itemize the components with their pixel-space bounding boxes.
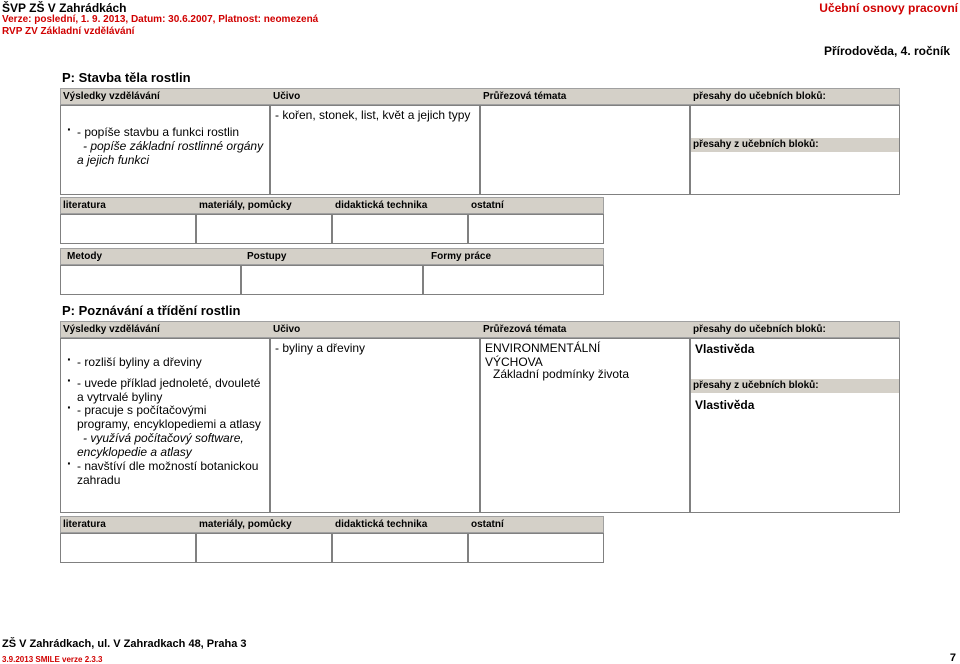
document-type: Učební osnovy pracovní bbox=[819, 1, 958, 15]
materialy-cell-2 bbox=[196, 533, 332, 563]
page-number: 7 bbox=[949, 652, 956, 664]
subject-grade: Přírodověda, 4. ročník bbox=[823, 44, 950, 58]
bullet-icon: · bbox=[67, 121, 72, 137]
ucivo-cell-1 bbox=[270, 105, 480, 195]
document-title: ŠVP ZŠ V Zahrádkách bbox=[2, 1, 127, 15]
literatura-cell-1 bbox=[60, 214, 196, 244]
presahy-do-value: Vlastivěda bbox=[695, 342, 755, 356]
ucivo-text: - kořen, stonek, list, květ a jejich typy bbox=[275, 108, 471, 122]
prurez-area: ENVIRONMENTÁLNÍ bbox=[485, 341, 601, 355]
rvp-info: RVP ZV Základní vzdělávání bbox=[2, 26, 135, 37]
bullet-icon: · bbox=[67, 351, 72, 367]
col-presahy-do: přesahy do učebních bloků: bbox=[693, 91, 826, 102]
ostatni-cell-1 bbox=[468, 214, 604, 244]
col-ucivo: Učivo bbox=[273, 91, 301, 102]
formy-cell bbox=[423, 265, 604, 295]
col-prurez: Průřezová témata bbox=[483, 91, 567, 102]
section-title-2: P: Poznávání a třídění rostlin bbox=[62, 303, 241, 318]
outcomes-cell-2 bbox=[60, 338, 270, 513]
resources-bar-2: literatura materiály, pomůcky didaktická technika ostatní bbox=[60, 516, 604, 533]
methods-bar: Metody Postupy Formy práce bbox=[60, 248, 604, 265]
metody-cell bbox=[60, 265, 241, 295]
ucivo-cell-2: - byliny a dřeviny bbox=[270, 338, 480, 513]
bullet-icon: · bbox=[67, 372, 72, 388]
bullet-icon: · bbox=[67, 455, 72, 471]
materialy-cell-1 bbox=[196, 214, 332, 244]
prurez-cell-2 bbox=[480, 338, 690, 513]
outcome-item: · - popíše stavbu a funkci rostlin - popíše základní rostlinné orgány a jejich funkci bbox=[67, 121, 264, 167]
outcome-item: · - navštíví dle možností botanickou zahradu bbox=[67, 455, 259, 487]
footer-school: ZŠ V Zahrádkach, ul. V Zahradkach 48, Praha 3 bbox=[2, 638, 247, 650]
presahy-z-label-1: přesahy z učebních bloků: bbox=[693, 139, 819, 150]
didakticka-cell-2 bbox=[332, 533, 468, 563]
presahy-z-label-2: přesahy z učebních bloků: bbox=[693, 380, 819, 391]
didakticka-cell-1 bbox=[332, 214, 468, 244]
outcome-item: · - rozliší byliny a dřeviny bbox=[67, 351, 202, 369]
presahy-cell-1 bbox=[690, 105, 900, 195]
column-header-bar-2: Výsledky vzdělávání Učivo Průřezová témata přesahy do učebních bloků: bbox=[60, 321, 900, 338]
literatura-cell-2 bbox=[60, 533, 196, 563]
prurez-area-2: VÝCHOVA bbox=[485, 355, 543, 369]
section-title-1: P: Stavba těla rostlin bbox=[62, 70, 191, 85]
outcomes-cell-1 bbox=[60, 105, 270, 195]
ostatni-cell-2 bbox=[468, 533, 604, 563]
outcome-item: · - uvede příklad jednoleté, dvouleté a vytrvalé byliny bbox=[67, 372, 261, 404]
presahy-z-value: Vlastivěda bbox=[695, 398, 755, 412]
presahy-cell-2 bbox=[690, 338, 900, 513]
column-header-bar-1 bbox=[60, 88, 900, 105]
col-vysledky: Výsledky vzdělávání bbox=[63, 91, 160, 102]
footer-software: 3.9.2013 SMILE verze 2.3.3 bbox=[2, 655, 103, 664]
outcome-item: · - pracuje s počítačovými programy, encyklopediemi a atlasy - využívá počítačový software, encyklopedie a atlasy bbox=[67, 399, 261, 459]
resources-bar-1: literatura materiály, pomůcky didaktická technika ostatní bbox=[60, 197, 604, 214]
prurez-cell-1 bbox=[480, 105, 690, 195]
bullet-icon: · bbox=[67, 399, 72, 415]
prurez-topic: Základní podmínky života bbox=[493, 367, 630, 381]
postupy-cell bbox=[241, 265, 423, 295]
version-info: Verze: poslední, 1. 9. 2013, Datum: 30.6.2007, Platnost: neomezená bbox=[2, 14, 319, 25]
